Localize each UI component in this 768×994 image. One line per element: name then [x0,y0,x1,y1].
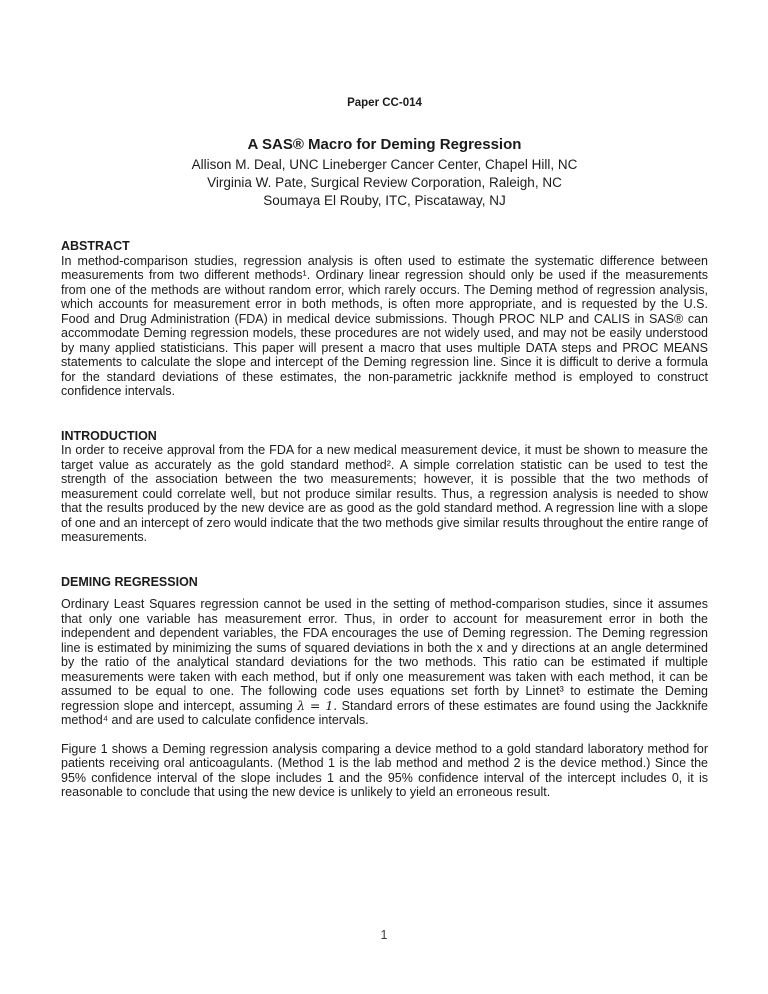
deming-paragraph-1-continued: Standard errors of these estimates are found using the Jackknife method⁴ and are used to calculate confidence intervals. [61,698,708,728]
lambda-equation: λ = 1. [297,697,338,713]
paper-number: Paper CC-014 [347,97,422,109]
deming-paragraph-1-text: Ordinary Least Squares regression cannot be used in the setting of method-comparison studies, since it assumes that only one variable has measurement error. Thus, in order to account for measurement error in both the independent and dependent variables, the FDA encourages the use of Deming regression. The Deming regression line is estimated by minimizing the sums of squared deviations in both the x and y directions at an angle determined by the ratio of the analytical standard deviations for the two methods. This ratio can be estimated if multiple measurements were taken with each method, but if only one measurement was taken with each method, it can be assumed to be equal to one. The following code uses equations set forth by Linnet³ to estimate the Deming regression slope and intercept, assuming [61,597,708,713]
section-heading-introduction: INTRODUCTION [61,428,157,443]
deming-paragraph-2: Figure 1 shows a Deming regression analysis comparing a device method to a gold standard laboratory method for patients receiving oral anticoagulants. (Method 1 is the lab method and method 2 is the device method.) Since the 95% confidence interval of the slope includes 1 and the 95% confidence interval of the intercept includes 0, it is reasonable to conclude that using the new device is unlikely to yield an erroneous result. [61,741,708,800]
section-introduction [61,429,708,545]
page-title: A SAS® Macro for Deming Regression [247,136,522,153]
abstract-paragraph: In method-comparison studies, regression analysis is often used to estimate the systematic difference between measurements from two different methods¹. Ordinary linear regression should only be used if the measurements from one of the methods are without random error, which rarely occurs. The Deming method of regression analysis, which accounts for measurement error in both methods, is often more appropriate, and is requested by the U.S. Food and Drug Administration (FDA) in medical device submissions. Though PROC NLP and CALIS in SAS® can accommodate Deming regression models, these procedures are not widely used, and may not be easily understood by many applied statisticians. This paper will present a macro that uses multiple DATA steps and PROC MEANS statements to calculate the slope and intercept of the Deming regression line. Since it is difficult to derive a formula for the standard deviations of these estimates, the non-parametric jackknife method is employed to construct confidence intervals. [61,253,708,399]
section-heading-deming-regression: DEMING REGRESSION [61,574,198,589]
page-content [61,0,708,800]
author-line: Soumaya El Rouby, ITC, Piscataway, NJ [263,192,506,208]
author-line: Allison M. Deal, UNC Lineberger Cancer Center, Chapel Hill, NC [191,157,578,172]
section-deming-regression [61,575,708,800]
page-number: 1 [380,928,388,942]
deming-paragraph-1 [61,597,708,728]
introduction-paragraph: In order to receive approval from the FDA for a new medical measurement device, it must be shown to measure the target value as accurately as the gold standard method². A simple correlation statistic can be used to test the strength of the association between the two measurements; however, it is possible that the two methods of measurement could correlate well, but not produce similar results. Thus, a regression analysis is needed to show that the results produced by the new device are as good as the gold standard method. A regression line with a slope of one and an intercept of zero would indicate that the two methods give similar results throughout the entire range of measurements. [61,443,708,545]
section-heading-abstract: ABSTRACT [61,239,130,254]
section-abstract [61,239,708,399]
author-line: Virginia W. Pate, Surgical Review Corporation, Raleigh, NC [207,174,562,190]
author-block [61,156,708,209]
